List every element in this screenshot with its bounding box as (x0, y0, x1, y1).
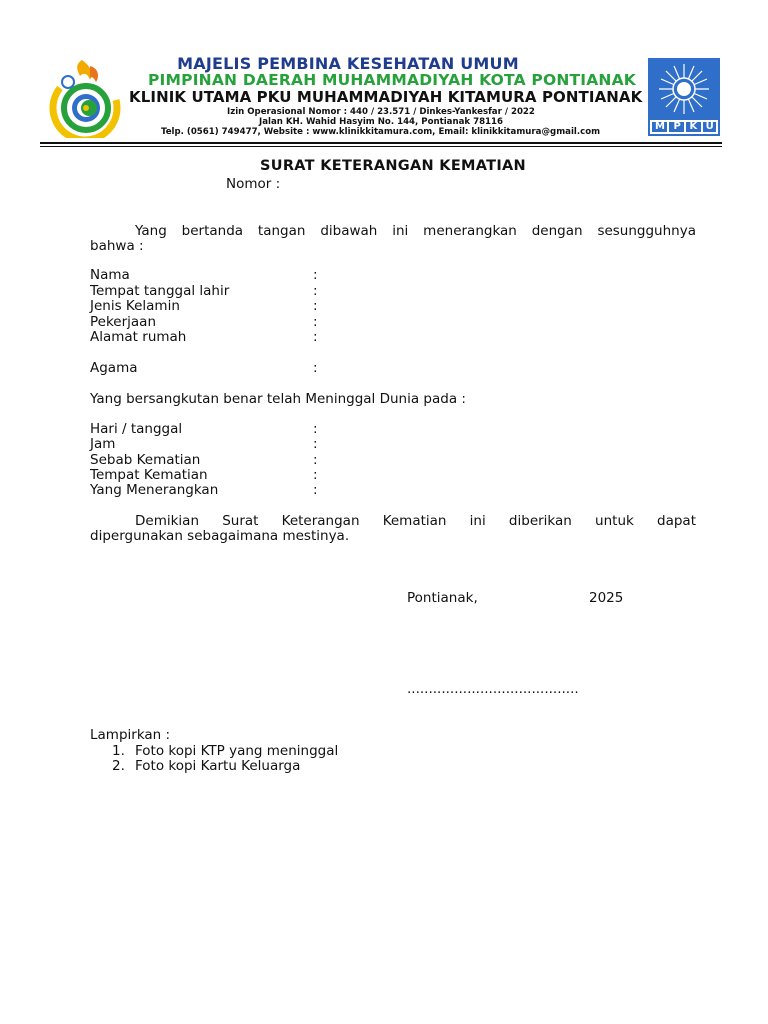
document-title: SURAT KETERANGAN KEMATIAN (260, 158, 526, 174)
mpku-logo-text: MPKU (655, 121, 723, 132)
field-label-cause: Sebab Kematian (90, 452, 201, 468)
field-colon: : (313, 298, 318, 314)
header-divider-thin (40, 146, 722, 147)
clinic-logo (46, 58, 122, 138)
attachment-item-num: 1. (112, 743, 125, 759)
field-label-birth: Tempat tanggal lahir (90, 283, 230, 299)
field-label-occupation: Pekerjaan (90, 314, 157, 330)
field-colon: : (313, 452, 318, 468)
attachment-label: Lampirkan : (90, 727, 171, 743)
field-colon: : (313, 467, 318, 483)
field-colon: : (313, 267, 318, 283)
field-colon: : (313, 482, 318, 498)
header-regional: PIMPINAN DAERAH MUHAMMADIYAH KOTA PONTIANAK (148, 71, 637, 89)
field-label-gender: Jenis Kelamin (90, 298, 180, 314)
header-organization: MAJELIS PEMBINA KESEHATAN UMUM (177, 54, 519, 73)
field-colon: : (313, 360, 318, 376)
attachment-item: Foto kopi KTP yang meninggal (135, 743, 339, 759)
mpku-logo (648, 58, 723, 136)
field-colon: : (313, 421, 318, 437)
field-label-place: Tempat Kematian (90, 467, 208, 483)
signature-line: ........................................ (407, 681, 579, 697)
field-label-name: Nama (90, 267, 130, 283)
header-divider-thick (40, 142, 722, 144)
signature-place: Pontianak, (407, 590, 478, 606)
header-clinic-name: KLINIK UTAMA PKU MUHAMMADIYAH KITAMURA PONTIANAK (129, 88, 643, 106)
signature-year: 2025 (589, 590, 624, 606)
death-statement: Yang bersangkutan benar telah Meninggal Dunia pada : (90, 391, 466, 407)
field-colon: : (313, 329, 318, 345)
header-address: Jalan KH. Wahid Hasyim No. 144, Pontianak 78116 (259, 117, 503, 127)
closing-paragraph-line2: dipergunakan sebagaimana mestinya. (90, 528, 350, 544)
field-colon: : (313, 314, 318, 330)
intro-paragraph-line2: bahwa : (90, 238, 144, 254)
header-contact: Telp. (0561) 749477, Website : www.klinikkitamura.com, Email: klinikkitamura@gmail.com (161, 127, 601, 137)
attachment-item-num: 2. (112, 758, 125, 774)
field-colon: : (313, 436, 318, 452)
field-label-time: Jam (90, 436, 116, 452)
document-number-label: Nomor : (226, 176, 281, 192)
intro-paragraph-line1: Yang bertanda tangan dibawah ini menerangkan dengan sesungguhnya (135, 223, 696, 239)
field-label-day-date: Hari / tanggal (90, 421, 183, 437)
field-label-address: Alamat rumah (90, 329, 187, 345)
header-permit: Izin Operasional Nomor : 440 / 23.571 / Dinkes-Yankesfar / 2022 (227, 107, 535, 117)
attachment-item: Foto kopi Kartu Keluarga (135, 758, 301, 774)
field-label-religion: Agama (90, 360, 138, 376)
closing-paragraph-line1: Demikian Surat Keterangan Kematian ini diberikan untuk dapat (135, 513, 696, 529)
field-label-informant: Yang Menerangkan (90, 482, 219, 498)
field-colon: : (313, 283, 318, 299)
